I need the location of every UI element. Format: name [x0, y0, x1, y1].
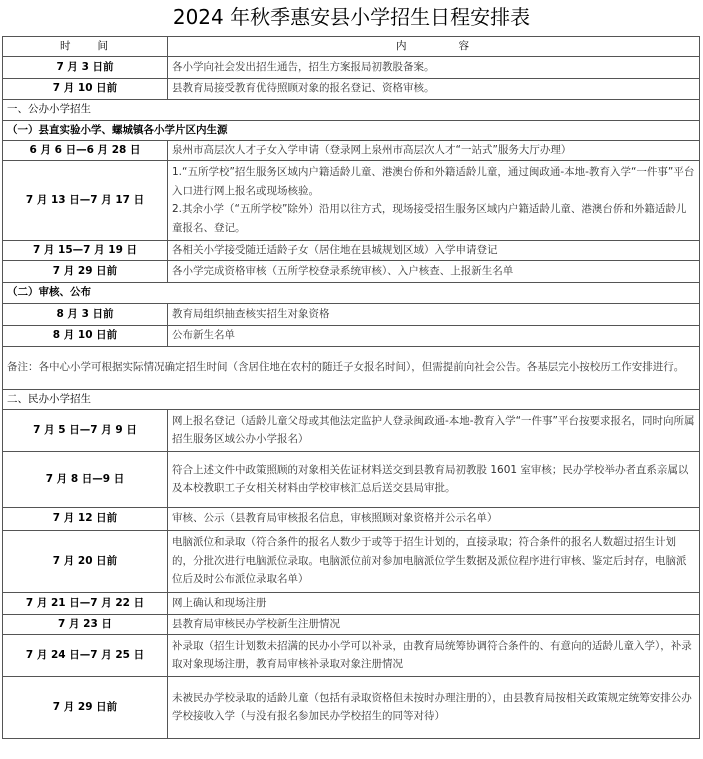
table-row: [3, 260, 700, 282]
row-time: 7 月 13 日—7 月 17 日: [3, 160, 168, 240]
header-time: 时 间: [3, 37, 168, 57]
row-time: 7 月 5 日—7 月 9 日: [3, 409, 168, 451]
row-content: 补录取（招生计划数未招满的民办小学可以补录，由教育局统筹协调符合条件的、有意向的适龄儿童入学），补录取对象现场注册，教育局审核补录取对象注册情况: [168, 634, 700, 676]
table-row: [3, 451, 700, 507]
row-content: 电脑派位和录取（符合条件的报名人数少于或等于招生计划的，直接录取；符合条件的报名人数超过招生计划的，分批次进行电脑派位录取。电脑派位前对参加电脑派位学生数据及派位程序进行审核、鉴定后封存，电脑派位后及时公布派位录取名单）: [168, 530, 700, 592]
row-time: 7 月 24 日—7 月 25 日: [3, 634, 168, 676]
row-time: 7 月 20 日前: [3, 530, 168, 592]
row-content: 审核、公示（县教育局审核报名信息，审核照顾对象资格并公示名单）: [168, 507, 700, 530]
row-time: 7 月 8 日—9 日: [3, 451, 168, 507]
table-row: [3, 160, 700, 240]
table-header-row: [3, 37, 700, 57]
table-row: [3, 303, 700, 325]
row-content: 泉州市高层次人才子女入学申请（登录网上泉州市高层次人才“一站式”服务大厅办理）: [168, 140, 700, 160]
table-row: [3, 56, 700, 78]
subsection-row: [3, 120, 700, 140]
row-content: 1.“五所学校”招生服务区域内户籍适龄儿童、港澳台侨和外籍适龄儿童，通过闽政通-本地-教育入学“一件事”平台入口进行网上报名或现场核验。 2.其余小学（“五所学校”除外）沿用以往方式，现场接受招生服务区域内户籍适龄儿童、港澳台侨和外籍适龄儿童报名、登记。: [168, 160, 700, 240]
note-text: 备注：各中心小学可根据实际情况确定招生时间（含居住地在农村的随迁子女报名时间），但需提前向社会公告。各基层完小按校历工作安排进行。: [3, 346, 700, 389]
row-content: 公布新生名单: [168, 325, 700, 346]
table-row: [3, 507, 700, 530]
table-row: [3, 78, 700, 99]
row-content: 教育局组织抽查核实招生对象资格: [168, 303, 700, 325]
row-time: 8 月 3 日前: [3, 303, 168, 325]
row-time: 6 月 6 日—6 月 28 日: [3, 140, 168, 160]
row-content: 各相关小学接受随迁适龄子女（居住地在县城规划区域）入学申请登记: [168, 240, 700, 260]
row-time: 7 月 12 日前: [3, 507, 168, 530]
row-content: 网上确认和现场注册: [168, 592, 700, 614]
row-content: 各小学完成资格审核（五所学校登录系统审核）、入户核查、上报新生名单: [168, 260, 700, 282]
row-time: 7 月 29 日前: [3, 676, 168, 738]
subsection-heading: （一）县直实验小学、螺城镇各小学片区内生源: [3, 120, 700, 140]
row-content: 县教育局审核民办学校新生注册情况: [168, 614, 700, 634]
table-row: [3, 240, 700, 260]
row-content: 未被民办学校录取的适龄儿童（包括有录取资格但未按时办理注册的），由县教育局按相关政策规定统筹安排公办学校接收入学（与没有报名参加民办学校招生的同等对待）: [168, 676, 700, 738]
row-time: 7 月 29 日前: [3, 260, 168, 282]
table-row: [3, 140, 700, 160]
row-content: 县教育局接受教育优待照顾对象的报名登记、资格审核。: [168, 78, 700, 99]
row-time: 7 月 23 日: [3, 614, 168, 634]
table-row: [3, 530, 700, 592]
row-content: 符合上述文件中政策照顾的对象相关佐证材料送交到县教育局初教股 1601 室审核；民办学校举办者直系亲属以及本校教职工子女相关材料由学校审核汇总后送交县局审批。: [168, 451, 700, 507]
table-row: [3, 592, 700, 614]
section-heading: 一、公办小学招生: [3, 99, 700, 120]
page-title: 2024 年秋季惠安县小学招生日程安排表: [172, 5, 531, 29]
table-row: [3, 325, 700, 346]
subsection-row: [3, 282, 700, 303]
row-time: 7 月 15—7 月 19 日: [3, 240, 168, 260]
table-row: [3, 634, 700, 676]
row-time: 7 月 10 日前: [3, 78, 168, 99]
section-row: [3, 99, 700, 120]
section-heading: 二、民办小学招生: [3, 389, 700, 409]
header-content: 内 容: [168, 37, 700, 57]
row-content: 网上报名登记（适龄儿童父母或其他法定监护人登录闽政通-本地-教育入学“一件事”平台按要求报名，同时向所属招生服务区域公办小学报名）: [168, 409, 700, 451]
schedule-table: [2, 36, 700, 739]
table-row: [3, 409, 700, 451]
row-content: 各小学向社会发出招生通告，招生方案报局初教股备案。: [168, 56, 700, 78]
row-time: 7 月 3 日前: [3, 56, 168, 78]
row-time: 8 月 10 日前: [3, 325, 168, 346]
subsection-heading: （二）审核、公布: [3, 282, 700, 303]
row-time: 7 月 21 日—7 月 22 日: [3, 592, 168, 614]
note-row: [3, 346, 700, 389]
table-row: [3, 676, 700, 738]
table-row: [3, 614, 700, 634]
section-row: [3, 389, 700, 409]
